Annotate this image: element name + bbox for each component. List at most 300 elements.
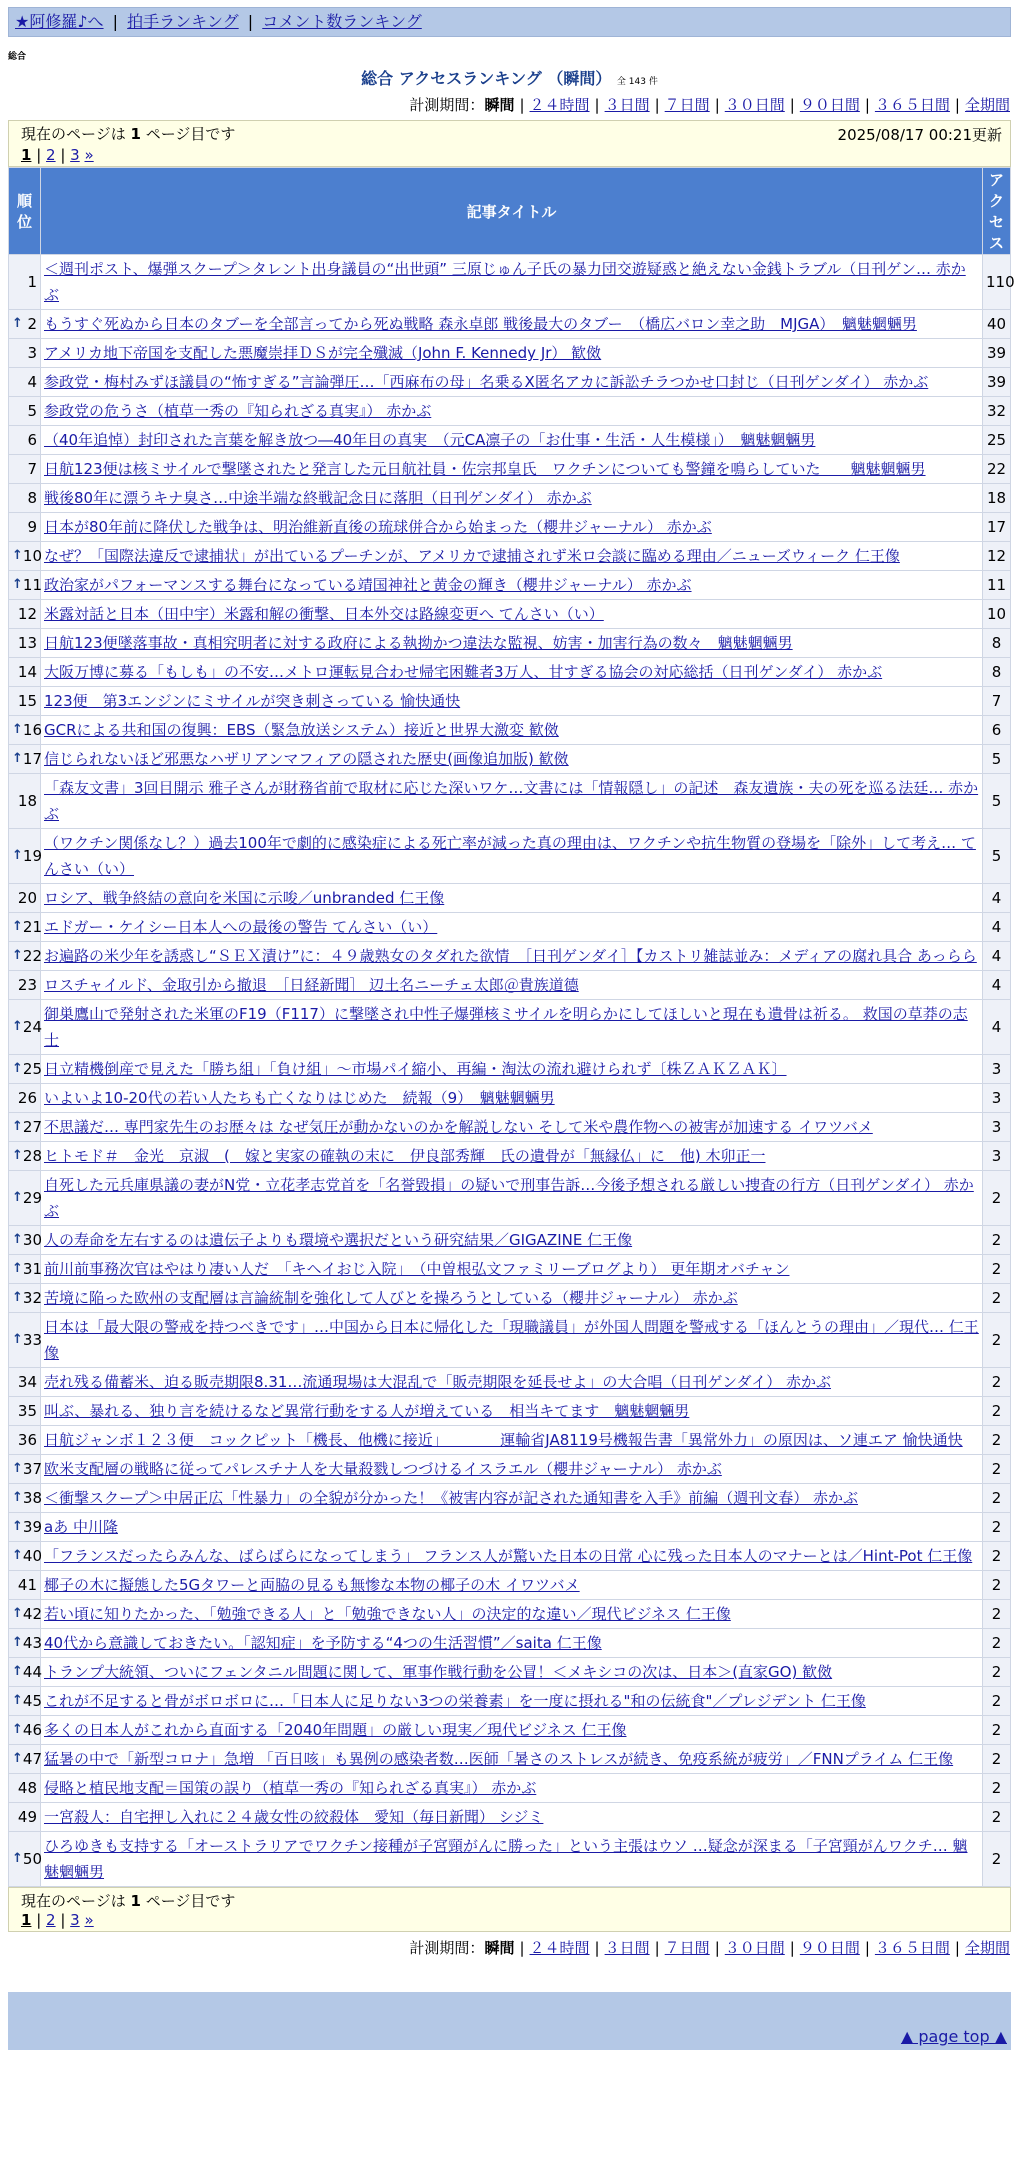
- access-count-cell: 2: [983, 1368, 1011, 1397]
- title-cell: [41, 971, 983, 1000]
- table-row: [9, 629, 1011, 658]
- page-separator: |: [31, 146, 47, 164]
- article-title-link[interactable]: 信じられないほど邪悪なハザリアンマフィアの隠された歴史(画像追加版) 歓傚: [44, 750, 569, 768]
- rank-cell: [9, 1513, 41, 1542]
- article-title-link[interactable]: ヒトモド＃ 金光 京淑 ( 嫁と実家の確執の末に 伊良部秀輝 氏の遺骨が「無縁仏」に 他) 木卯正一: [44, 1147, 766, 1165]
- rank-number: 11: [22, 576, 42, 594]
- rank-up-arrow-icon: ↑: [12, 1019, 23, 1034]
- article-title-link[interactable]: 米露対話と日本（田中宇）米露和解の衝撃、日本外交は路線変更へ てんさい（い）: [44, 605, 604, 623]
- period-link[interactable]: 全期間: [964, 1939, 1010, 1957]
- period-link[interactable]: ３６５日間: [874, 1939, 950, 1957]
- rank-cell: [9, 687, 41, 716]
- title-cell: [41, 1832, 983, 1887]
- rank-cell: [9, 1426, 41, 1455]
- rank-up-arrow-icon: ↑: [12, 919, 23, 934]
- access-count-cell: 40: [983, 310, 1011, 339]
- rank-up-arrow-icon: ↑: [12, 1148, 23, 1163]
- period-link[interactable]: ７日間: [664, 1939, 710, 1957]
- rank-number: 4: [27, 373, 37, 391]
- title-cell: [41, 1113, 983, 1142]
- article-title-link[interactable]: 40代から意識しておきたい。「認知症」を予防する“4つの生活習慣”／saita 仁王像: [44, 1634, 602, 1652]
- article-title-link[interactable]: （40年追悼）封印された言葉を解き放つ―40年目の真実 （元CA凛子の「お仕事・生活・人生模様」） 魑魅魍魎男: [44, 431, 816, 449]
- page-current: 1: [21, 1911, 32, 1929]
- rank-number: 35: [17, 1402, 37, 1420]
- rank-cell: [9, 1571, 41, 1600]
- rank-cell: [9, 1368, 41, 1397]
- article-title-link[interactable]: アメリカ地下帝国を支配した悪魔崇拝ＤＳが完全殲滅（John F. Kennedy Jr） 歓傚: [44, 344, 602, 362]
- rank-number: 17: [22, 750, 42, 768]
- rank-number: 20: [17, 889, 37, 907]
- rank-cell: [9, 1313, 41, 1368]
- page-link[interactable]: 2: [46, 1911, 56, 1929]
- title-cell: [41, 1600, 983, 1629]
- rank-number: 13: [17, 634, 37, 652]
- rank-number: 21: [22, 918, 42, 936]
- rank-number: 18: [17, 792, 37, 810]
- table-row: [9, 1426, 1011, 1455]
- article-title-link[interactable]: 日本が80年前に降伏した戦争は、明治維新直後の琉球併合から始まった（櫻井ジャーナル） 赤かぶ: [44, 518, 712, 536]
- period-link[interactable]: ９０日間: [799, 1939, 860, 1957]
- rank-number: 19: [22, 847, 42, 865]
- period-separator: |: [864, 1939, 870, 1957]
- rank-up-arrow-icon: ↑: [12, 1606, 23, 1621]
- article-title-link[interactable]: ロシア、戦争終結の意向を米国に示唆／unbranded 仁王像: [44, 889, 445, 907]
- article-title-link[interactable]: ロスチャイルド、金取引から撤退 ［日経新聞］ 辺土名ニーチェ太郎＠貴族道德: [44, 976, 579, 994]
- rank-number: 7: [27, 460, 37, 478]
- title-cell: [41, 339, 983, 368]
- table-row: [9, 1000, 1011, 1055]
- rank-cell: [9, 339, 41, 368]
- title-cell: [41, 1084, 983, 1113]
- period-link[interactable]: ３０日間: [724, 1939, 785, 1957]
- ranking-table: [8, 167, 1015, 1887]
- table-row: [9, 368, 1011, 397]
- period-separator: |: [864, 96, 870, 114]
- rank-cell: [9, 629, 41, 658]
- article-title-link[interactable]: 椰子の木に擬態した5Gタワーと両脇の見るも無惨な本物の椰子の木 イワツバメ: [44, 1576, 580, 1594]
- access-count-cell: 32: [983, 397, 1011, 426]
- rank-number: 40: [22, 1547, 42, 1565]
- article-title-link[interactable]: 猛暑の中で「新型コロナ」急増 「百日咳」も異例の感染者数…医師「暑さのストレスが続き、免疫系統が疲労」／FNNプライム 仁王像: [44, 1750, 954, 1768]
- access-count-cell: 22: [983, 455, 1011, 484]
- page-link[interactable]: 3: [70, 146, 80, 164]
- table-row: [9, 1803, 1011, 1832]
- article-title-link[interactable]: 一宮殺人：自宅押し入れに２４歳女性の絞殺体 愛知（毎日新聞） シジミ: [44, 1808, 544, 1826]
- article-title-link[interactable]: 人の寿命を左右するのは遺伝子よりも環境や選択だという研究結果／GIGAZINE 仁王像: [44, 1231, 633, 1249]
- ranking-body: [9, 255, 1015, 1887]
- access-count-cell: 2: [983, 1226, 1011, 1255]
- article-title-link[interactable]: 日航123便墜落事故・真相究明者に対する政府による執拗かつ違法な監視、妨害・加害行為の数々 魑魅魍魎男: [44, 634, 793, 652]
- access-count-cell: 2: [983, 1803, 1011, 1832]
- title-cell: [41, 913, 983, 942]
- rank-cell: [9, 455, 41, 484]
- article-title-link[interactable]: aあ 中川隆: [44, 1518, 118, 1536]
- period-link[interactable]: ３日間: [604, 96, 650, 114]
- clap-ranking-link[interactable]: 拍手ランキング: [127, 12, 239, 31]
- rank-number: 12: [17, 605, 37, 623]
- table-row: [9, 1745, 1011, 1774]
- article-title-link[interactable]: 不思議だ… 専門家先生のお歴々は なぜ気圧が動かないのかを解説しない そして米や農作物への被害が加速する イワツバメ: [44, 1118, 873, 1136]
- period-separator: |: [594, 96, 600, 114]
- rank-cell: [9, 1542, 41, 1571]
- table-row: [9, 745, 1011, 774]
- title-cell: [41, 368, 983, 397]
- period-separator: |: [519, 1939, 525, 1957]
- access-count-cell: 5: [983, 829, 1011, 884]
- article-title-link[interactable]: 若い頃に知りたかった、「勉強できる人」と「勉強できない人」の決定的な違い／現代ビジネス 仁王像: [44, 1605, 731, 1623]
- title-cell: [41, 1226, 983, 1255]
- table-row: [9, 542, 1011, 571]
- table-row: [9, 716, 1011, 745]
- title-cell: [41, 1484, 983, 1513]
- rank-up-arrow-icon: ↑: [12, 1548, 23, 1563]
- article-title-link[interactable]: ＜週刊ポスト、爆弾スクープ＞タレント出身議員の“出世頭” 三原じゅん子氏の暴力団交遊疑惑と絶えない金銭トラブル（日刊ゲン… 赤かぶ: [44, 260, 966, 304]
- rank-number: 24: [22, 1018, 42, 1036]
- article-title-link[interactable]: 叫ぶ、暴れる、独り言を続けるなど異常行動をする人が増えている 相当キてます 魑魅魍魎男: [44, 1402, 690, 1420]
- access-count-cell: 2: [983, 1313, 1011, 1368]
- current-page-prefix: 現在のページは: [21, 125, 126, 143]
- rank-cell: [9, 658, 41, 687]
- access-count-cell: 110: [983, 255, 1011, 310]
- rank-cell: [9, 1255, 41, 1284]
- rank-cell: [9, 745, 41, 774]
- article-title-link[interactable]: もうすぐ死ぬから日本のタブーを全部言ってから死ぬ戦略 森永卓郎 戦後最大のタブー （橋広バロン幸之助 MJGA） 魑魅魍魎男: [44, 315, 917, 333]
- page-link[interactable]: 2: [46, 146, 56, 164]
- title-cell: [41, 600, 983, 629]
- rank-number: 6: [27, 431, 37, 449]
- rank-number: 27: [22, 1118, 42, 1136]
- article-title-link[interactable]: お遍路の米少年を誘惑し“ＳＥＸ漬け”に：４９歳熟女のタダれた欲情 ［日刊ゲンダイ］【カストリ雑誌並み：メディアの腐れ具合 あっらら: [44, 947, 977, 965]
- rank-number: 47: [22, 1750, 42, 1768]
- page-separator: |: [55, 146, 71, 164]
- table-row: [9, 255, 1011, 310]
- article-title-link[interactable]: 自死した元兵庫県議の妻がN党・立花孝志党首を「名誉毀損」の疑いで刑事告訴…今後予想される厳しい捜査の行方（日刊ゲンダイ） 赤かぶ: [44, 1176, 974, 1220]
- table-header-row: [9, 168, 1011, 255]
- rank-up-arrow-icon: ↑: [12, 1232, 23, 1247]
- title-cell: [41, 310, 983, 339]
- rank-up-arrow-icon: ↑: [12, 722, 23, 737]
- title-cell: [41, 513, 983, 542]
- rank-up-arrow-icon: ↑: [12, 316, 23, 331]
- table-row: [9, 942, 1011, 971]
- period-link[interactable]: ７日間: [664, 96, 710, 114]
- article-title-link[interactable]: 日立精機倒産で見えた「勝ち組」「負け組」～市場パイ縮小、再編・淘汰の流れ避けられず〔株ＺＡＫＺＡＫ〕: [44, 1060, 787, 1078]
- title-cell: [41, 774, 983, 829]
- rank-cell: [9, 942, 41, 971]
- rank-up-arrow-icon: ↑: [12, 1635, 23, 1650]
- period-label: 計測期間：: [409, 1939, 485, 1957]
- title-cell: [41, 1055, 983, 1084]
- rank-number: 22: [22, 947, 42, 965]
- period-current: 瞬間: [484, 1939, 515, 1957]
- table-row: [9, 1484, 1011, 1513]
- article-title-link[interactable]: 前川前事務次官はやはり凄い人だ 「キヘイおじ入院」 （中曽根弘文ファミリーブログより） 更年期オバチャン: [44, 1260, 790, 1278]
- next-page-link[interactable]: »: [84, 146, 94, 164]
- rank-up-arrow-icon: ↑: [12, 1519, 23, 1534]
- rank-number: 28: [22, 1147, 42, 1165]
- title-cell: [41, 716, 983, 745]
- rank-number: 3: [27, 344, 37, 362]
- access-count-cell: 2: [983, 1629, 1011, 1658]
- rank-up-arrow-icon: ↑: [12, 948, 23, 963]
- article-title-link[interactable]: 参政党の危うさ（植草一秀の『知られざる真実』） 赤かぶ: [44, 402, 432, 420]
- table-row: [9, 1687, 1011, 1716]
- title-cell: [41, 1629, 983, 1658]
- access-count-cell: 2: [983, 1716, 1011, 1745]
- rank-up-arrow-icon: ↑: [12, 1261, 23, 1276]
- table-row: [9, 1455, 1011, 1484]
- access-count-cell: 10: [983, 600, 1011, 629]
- article-title-link[interactable]: ひろゆきも支持する「オーストラリアでワクチン接種が子宮頸がんに勝った」という主張はウソ …疑念が深まる「子宮頸がんワクチ… 魑魅魍魎男: [44, 1837, 968, 1881]
- table-row: [9, 1255, 1011, 1284]
- article-title-link[interactable]: エドガー・ケイシー日本人への最後の警告 てんさい（い）: [44, 918, 438, 936]
- rank-number: 31: [22, 1260, 42, 1278]
- article-title-link[interactable]: トランプ大統領、ついにフェンタニル問題に関して、軍事作戦行動を公冒！＜メキシコの次は、日本＞(直家GO) 歓傚: [44, 1663, 833, 1681]
- period-link[interactable]: ３０日間: [724, 96, 785, 114]
- article-title-link[interactable]: 多くの日本人がこれから直面する「2040年問題」の厳しい現実／現代ビジネス 仁王像: [44, 1721, 627, 1739]
- table-row: [9, 1226, 1011, 1255]
- rank-up-arrow-icon: ↑: [12, 1851, 23, 1866]
- access-count-cell: 2: [983, 1171, 1011, 1226]
- page-separator: |: [31, 1911, 47, 1929]
- home-link[interactable]: ★阿修羅♪へ: [15, 12, 104, 31]
- access-count-cell: 2: [983, 1426, 1011, 1455]
- table-row: [9, 484, 1011, 513]
- access-count-cell: 2: [983, 1484, 1011, 1513]
- rank-cell: [9, 571, 41, 600]
- article-title-link[interactable]: 売れ残る備蓄米、迫る販売期限8.31…流通現場は大混乱で「販売期限を延長せよ」の大合唱（日刊ゲンダイ） 赤かぶ: [44, 1373, 831, 1391]
- title-cell: [41, 426, 983, 455]
- access-count-cell: 3: [983, 1142, 1011, 1171]
- article-title-link[interactable]: 苦境に陥った欧州の支配層は言論統制を強化して人びとを操ろうとしている（櫻井ジャーナル） 赤かぶ: [44, 1289, 738, 1307]
- access-count-cell: 2: [983, 1397, 1011, 1426]
- period-separator: |: [654, 96, 660, 114]
- updated-timestamp: 2025/08/17 00:21更新: [837, 126, 1002, 144]
- period-link[interactable]: ９０日間: [799, 96, 860, 114]
- access-count-cell: 25: [983, 426, 1011, 455]
- period-link[interactable]: ２４時間: [529, 96, 590, 114]
- article-title-link[interactable]: 侵略と植民地支配＝国策の誤り（植草一秀の『知られざる真実』） 赤かぶ: [44, 1779, 537, 1797]
- access-count-cell: 3: [983, 1113, 1011, 1142]
- access-count-cell: 2: [983, 1774, 1011, 1803]
- category-label: 総合: [8, 52, 27, 62]
- article-title-link[interactable]: いよいよ10-20代の若い人たちも亡くなりはじめた 続報（9） 魑魅魍魎男: [44, 1089, 555, 1107]
- period-link[interactable]: 全期間: [964, 96, 1010, 114]
- article-title-link[interactable]: 大阪万博に募る「もしも」の不安…メトロ運転見合わせ帰宅困難者3万人、甘すぎる協会の対応総括（日刊ゲンダイ） 赤かぶ: [44, 663, 883, 681]
- current-page-number: 1: [130, 1892, 141, 1910]
- article-title-link[interactable]: 御巣鷹山で発射された米軍のF19（F117）に撃墜され中性子爆弾核ミサイルを明らかにしてほしいと現在も遺骨は祈る。 救国の草莽の志士: [44, 1005, 968, 1049]
- period-link[interactable]: ３日間: [604, 1939, 650, 1957]
- title-cell: [41, 1455, 983, 1484]
- rank-number: 34: [17, 1373, 37, 1391]
- rank-number: 39: [22, 1518, 42, 1536]
- rank-number: 23: [17, 976, 37, 994]
- rank-number: 36: [17, 1431, 37, 1449]
- rank-cell: [9, 971, 41, 1000]
- rank-cell: [9, 1484, 41, 1513]
- access-count-cell: 6: [983, 716, 1011, 745]
- page-current: 1: [21, 146, 32, 164]
- access-count-cell: 11: [983, 571, 1011, 600]
- rank-cell: [9, 513, 41, 542]
- access-column-header: アクセス: [983, 168, 1011, 255]
- title-cell: [41, 1716, 983, 1745]
- table-row: [9, 1368, 1011, 1397]
- current-page-suffix: ページ目です: [145, 1892, 236, 1910]
- article-title-link[interactable]: （ワクチン関係なし？）過去100年で劇的に感染症による死亡率が減った真の理由は、ワクチンや抗生物質の登場を「除外」して考え… てんさい（い）: [44, 834, 976, 878]
- rank-cell: [9, 829, 41, 884]
- table-row: [9, 571, 1011, 600]
- table-row: [9, 1084, 1011, 1113]
- rank-number: 49: [17, 1808, 37, 1826]
- rank-number: 43: [22, 1634, 42, 1652]
- access-count-cell: 7: [983, 687, 1011, 716]
- access-count-cell: 8: [983, 629, 1011, 658]
- access-count-cell: 12: [983, 542, 1011, 571]
- rank-number: 50: [22, 1850, 42, 1868]
- table-row: [9, 455, 1011, 484]
- rank-cell: [9, 1142, 41, 1171]
- article-title-link[interactable]: 日航123便は核ミサイルで撃墜されたと発言した元日航社員・佐宗邦皇氏 ワクチンについても警鐘を鳴らしていた 魑魅魍魎男: [44, 460, 926, 478]
- rank-cell: [9, 1600, 41, 1629]
- access-count-cell: 39: [983, 368, 1011, 397]
- rank-cell: [9, 1629, 41, 1658]
- table-row: [9, 426, 1011, 455]
- table-row: [9, 829, 1011, 884]
- table-row: [9, 1600, 1011, 1629]
- title-cell: [41, 884, 983, 913]
- rank-number: 38: [22, 1489, 42, 1507]
- title-cell: [41, 1171, 983, 1226]
- rank-cell: [9, 1055, 41, 1084]
- access-count-cell: 4: [983, 971, 1011, 1000]
- access-count-cell: 2: [983, 1255, 1011, 1284]
- access-count-cell: 17: [983, 513, 1011, 542]
- rank-up-arrow-icon: ↑: [12, 751, 23, 766]
- rank-cell: [9, 542, 41, 571]
- access-count-cell: 2: [983, 1542, 1011, 1571]
- rank-number: 48: [17, 1779, 37, 1797]
- table-row: [9, 1055, 1011, 1084]
- title-cell: [41, 1255, 983, 1284]
- rank-cell: [9, 484, 41, 513]
- article-title-link[interactable]: 欧米支配層の戦略に従ってパレスチナ人を大量殺戮しつづけるイスラエル（櫻井ジャーナル） 赤かぶ: [44, 1460, 722, 1478]
- title-cell: [41, 1000, 983, 1055]
- period-separator: |: [714, 1939, 720, 1957]
- rank-number: 26: [17, 1089, 37, 1107]
- article-title-link[interactable]: GCRによる共和国の復興：EBS（緊急放送システム）接近と世界大激変 歓傚: [44, 721, 559, 739]
- rank-cell: [9, 1832, 41, 1887]
- article-title-link[interactable]: なぜ？「国際法違反で逮捕状」が出ているプーチンが、アメリカで逮捕されず米ロ会談に臨める理由／ニューズウィーク 仁王像: [44, 547, 900, 565]
- table-row: [9, 658, 1011, 687]
- rank-cell: [9, 1774, 41, 1803]
- rank-up-arrow-icon: ↑: [12, 1722, 23, 1737]
- rank-cell: [9, 600, 41, 629]
- article-title-link[interactable]: 日本は「最大限の警戒を持つべきです」…中国から日本に帰化した「現職議員」が外国人問題を警戒する「ほんとうの理由」／現代… 仁王像: [44, 1318, 979, 1362]
- rank-number: 32: [22, 1289, 42, 1307]
- table-row: [9, 1397, 1011, 1426]
- rank-number: 15: [17, 692, 37, 710]
- access-count-cell: 2: [983, 1513, 1011, 1542]
- rank-cell: [9, 1084, 41, 1113]
- comment-ranking-link[interactable]: コメント数ランキング: [262, 12, 422, 31]
- access-count-cell: 2: [983, 1455, 1011, 1484]
- article-title-link[interactable]: 参政党・梅村みずほ議員の“怖すぎる”言論弾圧…「西麻布の母」名乗るX匿名アカに訴訟チラつかせ口封じ（日刊ゲンダイ） 赤かぶ: [44, 373, 929, 391]
- current-page-prefix: 現在のページは: [21, 1892, 126, 1910]
- article-title-link[interactable]: ＜衝撃スクープ＞中居正広「性暴力」の全貌が分かった！《被害内容が記された通知書を入手》前編（週刊文春） 赤かぶ: [44, 1489, 859, 1507]
- period-selector-bottom: [0, 1937, 1010, 1958]
- title-cell: [41, 658, 983, 687]
- rank-number: 5: [27, 402, 37, 420]
- title-cell: [41, 829, 983, 884]
- rank-up-arrow-icon: ↑: [12, 1119, 23, 1134]
- period-separator: |: [954, 1939, 960, 1957]
- rank-number: 44: [22, 1663, 42, 1681]
- period-label: 計測期間：: [409, 96, 485, 114]
- rank-cell: [9, 1803, 41, 1832]
- rank-up-arrow-icon: ↑: [12, 848, 23, 863]
- period-selector-top: [0, 94, 1010, 115]
- title-cell: [41, 542, 983, 571]
- period-link[interactable]: ２４時間: [529, 1939, 590, 1957]
- rank-up-arrow-icon: ↑: [12, 1290, 23, 1305]
- rank-up-arrow-icon: ↑: [12, 548, 23, 563]
- access-count-cell: 4: [983, 942, 1011, 971]
- access-count-cell: 4: [983, 1000, 1011, 1055]
- title-cell: [41, 455, 983, 484]
- title-cell: [41, 629, 983, 658]
- page-title: 総合 アクセスランキング （瞬間）: [361, 69, 612, 88]
- table-row: [9, 1629, 1011, 1658]
- table-row: [9, 600, 1011, 629]
- title-cell: [41, 745, 983, 774]
- table-row: [9, 397, 1011, 426]
- article-title-link[interactable]: これが不足すると骨がボロボロに…「日本人に足りない3つの栄養素」を一度に摂れる"和の伝統食"／プレジデント 仁王像: [44, 1692, 866, 1710]
- table-row: [9, 913, 1011, 942]
- page-link[interactable]: 3: [70, 1911, 80, 1929]
- rank-number: 9: [27, 518, 37, 536]
- rank-number: 1: [27, 273, 37, 291]
- page-top-link[interactable]: ▲ page top ▲: [900, 2027, 1007, 2046]
- rank-number: 46: [22, 1721, 42, 1739]
- rank-cell: [9, 884, 41, 913]
- title-cell: [41, 1687, 983, 1716]
- rank-cell: [9, 1716, 41, 1745]
- access-count-cell: 2: [983, 1832, 1011, 1887]
- table-row: [9, 1313, 1011, 1368]
- rank-up-arrow-icon: ↑: [12, 1190, 23, 1205]
- article-title-link[interactable]: 日航ジャンボ１２３便 コックピット「機長、他機に接近」 運輸省JA8119号機報告書「異常外力」の原因は、ソ連エア 愉快通快: [44, 1431, 963, 1449]
- table-row: [9, 1774, 1011, 1803]
- title-cell: [41, 687, 983, 716]
- article-title-link[interactable]: 123便 第3エンジンにミサイルが突き刺さっている 愉快通快: [44, 692, 461, 710]
- title-cell: [41, 1745, 983, 1774]
- article-title-link[interactable]: 「フランスだったらみんな、ばらばらになってしまう」 フランス人が驚いた日本の日常 心に残った日本人のマナーとは／Hint-Pot 仁王像: [44, 1547, 973, 1565]
- table-row: [9, 1113, 1011, 1142]
- article-title-link[interactable]: 「森友文書」3回目開示 雅子さんが財務省前で取材に応じた深いワケ…文書には「情報隠し」の記述 森友遺族・夫の死を巡る法廷… 赤かぶ: [44, 779, 979, 823]
- title-cell: [41, 1284, 983, 1313]
- period-link[interactable]: ３６５日間: [874, 96, 950, 114]
- article-title-link[interactable]: 戦後80年に漂うキナ臭さ…中途半端な終戦記念日に落胆（日刊ゲンダイ） 赤かぶ: [44, 489, 592, 507]
- rank-number: 2: [27, 315, 37, 333]
- rank-number: 16: [22, 721, 42, 739]
- article-title-link[interactable]: 政治家がパフォーマンスする舞台になっている靖国神社と黄金の輝き（櫻井ジャーナル） 赤かぶ: [44, 576, 692, 594]
- table-row: [9, 1513, 1011, 1542]
- rank-up-arrow-icon: ↑: [12, 1461, 23, 1476]
- access-count-cell: 39: [983, 339, 1011, 368]
- next-page-link[interactable]: »: [84, 1911, 94, 1929]
- rank-cell: [9, 1455, 41, 1484]
